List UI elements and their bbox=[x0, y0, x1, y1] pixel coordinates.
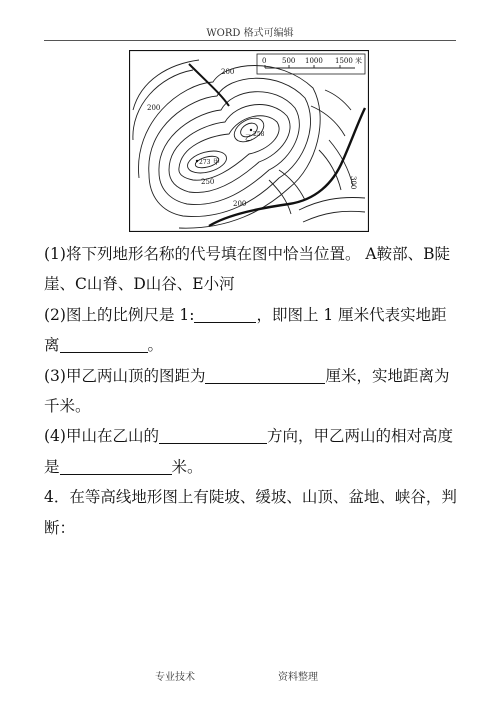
question-2-part-1: (2)图上的比例尺是 1: bbox=[44, 305, 195, 324]
answer-blank-direction[interactable] bbox=[159, 427, 267, 444]
question-3-part-2: 厘米，实地距离为 bbox=[325, 366, 450, 385]
answer-blank-scale[interactable] bbox=[194, 306, 256, 323]
question-text bbox=[44, 240, 464, 541]
question-3-part-1: (3)甲乙两山顶的图距为 bbox=[44, 366, 206, 385]
peak-label-yi: 乙 bbox=[245, 134, 252, 142]
peak-jia-marker bbox=[196, 160, 198, 162]
contour-label-200-top: 200 bbox=[221, 68, 235, 76]
question-2-part-2: ，即图上 1 厘米代表实地距 bbox=[256, 305, 447, 324]
contour-label-200-left: 200 bbox=[147, 104, 161, 112]
scale-tick-1500: 1500 米 bbox=[335, 57, 363, 65]
contour-label-200-bottom: 200 bbox=[233, 200, 247, 208]
contour-lines bbox=[133, 60, 365, 228]
question-4-part-2: 方向，甲乙两山的相对高度 bbox=[266, 427, 453, 446]
scale-tick-1000: 1000 bbox=[305, 57, 323, 65]
footer-right: 资料整理 bbox=[278, 672, 318, 683]
peak-elevation-273: 273 bbox=[199, 159, 211, 166]
question-3-part-3: 千米。 bbox=[44, 397, 91, 416]
question-2-part-4: 。 bbox=[147, 336, 164, 355]
peak-elevation-258: 258 bbox=[253, 131, 265, 138]
answer-blank-distance[interactable] bbox=[60, 336, 148, 353]
question-1-line-2: 崖、C山脊、D山谷、E小河 bbox=[44, 275, 235, 294]
question-1-line-1: (1)将下列地形名称的代号填在图中恰当位置。 A鞍部、B陡 bbox=[44, 245, 450, 263]
question-4-part-3: 是 bbox=[44, 457, 60, 476]
scale-tick-500: 500 bbox=[282, 57, 296, 65]
footer-left: 专业技术 bbox=[155, 672, 195, 683]
question-4-part-1: (4)甲山在乙山的 bbox=[44, 427, 159, 446]
page-header: WORD 格式可编辑 bbox=[206, 28, 294, 39]
peak-label-jia: 甲 bbox=[213, 158, 220, 166]
question-5-line-1: 4．在等高线地形图上有陡坡、缓坡、山顶、盆地、峡谷，判 bbox=[44, 488, 457, 507]
question-5-line-2: 断： bbox=[44, 518, 76, 537]
answer-blank-map-distance[interactable] bbox=[205, 367, 325, 384]
contour-label-300: 300 bbox=[349, 176, 357, 190]
scale-tick-0: 0 bbox=[262, 57, 267, 65]
question-2-part-3: 离 bbox=[44, 336, 60, 355]
header-divider bbox=[44, 40, 456, 41]
peak-yi-marker bbox=[250, 129, 252, 131]
answer-blank-relative-height[interactable] bbox=[60, 458, 172, 475]
question-4-part-4: 米。 bbox=[171, 457, 203, 476]
contour-label-250: 250 bbox=[201, 178, 215, 186]
contour-map bbox=[129, 50, 369, 232]
